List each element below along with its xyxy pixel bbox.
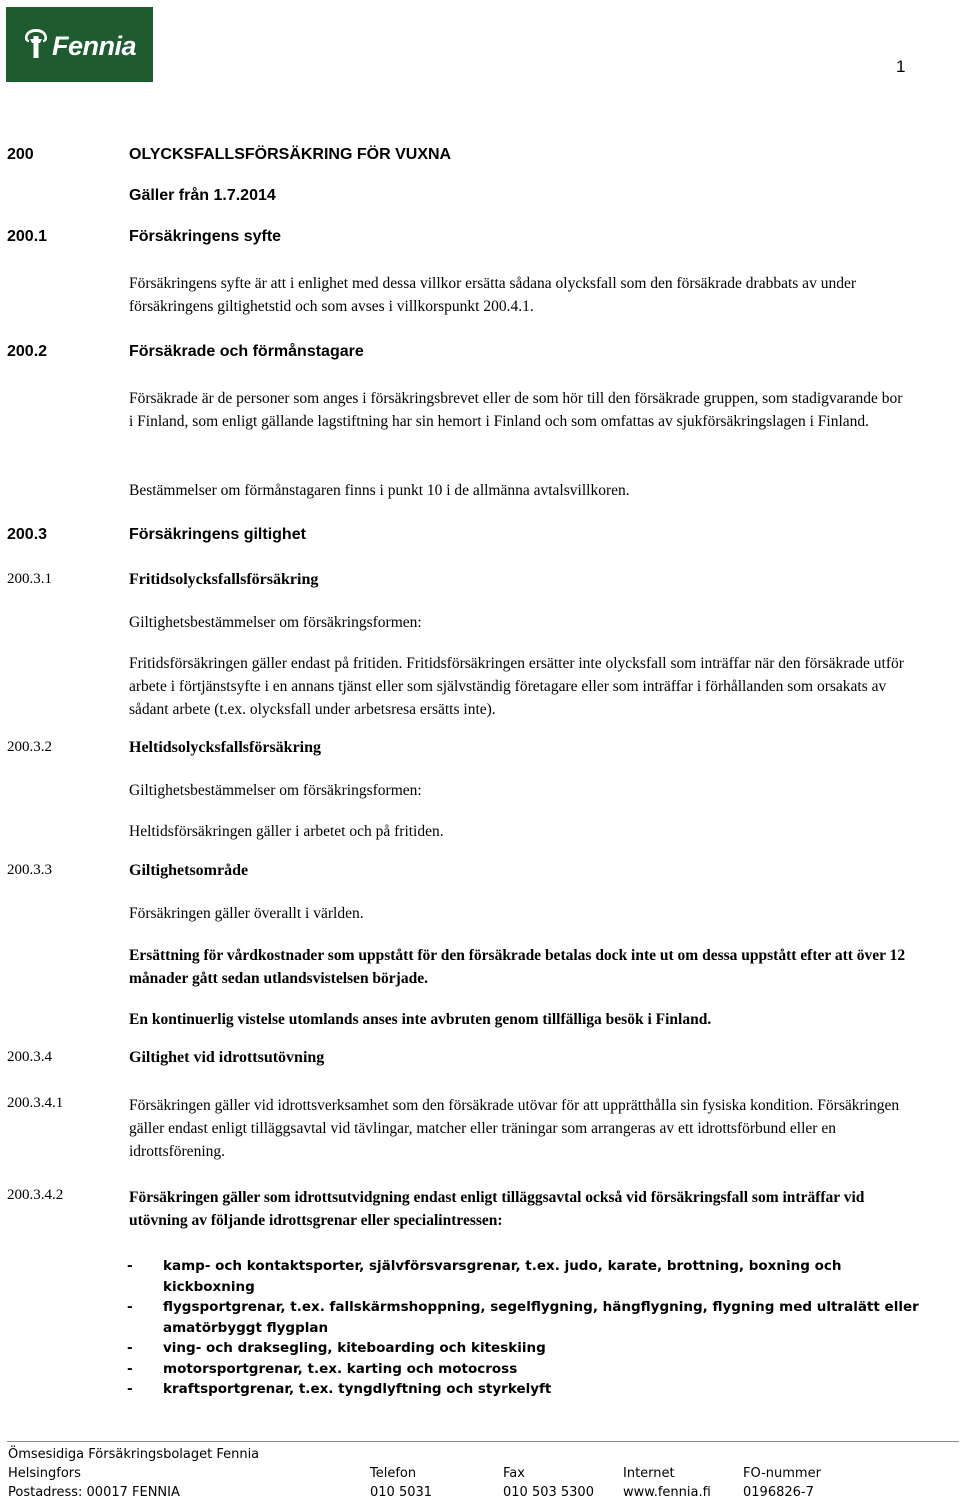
- paragraph: Bestämmelser om förmånstagaren finns i punkt 10 i de allmänna avtalsvillkoren.: [129, 482, 630, 499]
- section-heading: Försäkringens syfte: [129, 228, 282, 245]
- list-item: - ving- och draksegling, kiteboarding och kiteskiing: [127, 1340, 546, 1356]
- subsection-number: 200.3.4.2: [7, 1187, 64, 1203]
- section-heading: Försäkrade och förmånstagare: [129, 343, 364, 360]
- list-item: - motorsportgrenar, t.ex. karting och motocross: [127, 1360, 518, 1377]
- paragraph: Försäkringen gäller vid idrottsverksamhet som den försäkrade utövar för att upprätthålla sin fysiska kondition. Försäkringen gäller endast enligt tilläggsavtal vid tävlingar, matcher eller träningar som arrangeras av ett idrottsförbund eller en idrottsförening.: [129, 1097, 900, 1160]
- section-number: 200.3: [7, 526, 48, 543]
- footer-fax-label: Fax: [503, 1466, 525, 1481]
- paragraph-bold: En kontinuerlig vistelse utomlands anses inte avbruten genom tillfälliga besök i Finland.: [129, 1011, 712, 1028]
- list-item: - kraftsportgrenar, t.ex. tyngdlyftning och styrkelyft: [127, 1381, 552, 1397]
- fennia-logo-icon: [24, 27, 48, 61]
- subsection-number: 200.3.1: [7, 571, 52, 587]
- section-number: 200.2: [7, 343, 48, 360]
- section-heading: Försäkringens giltighet: [129, 526, 306, 543]
- valid-from: Gäller från 1.7.2014: [129, 187, 276, 204]
- page-number: 1: [896, 57, 906, 76]
- footer-website-link[interactable]: www.fennia.fi: [623, 1485, 711, 1500]
- paragraph: Försäkringens syfte är att i enlighet med dessa villkor ersätta sådana olycksfall som den försäkrade drabbats av under försäkringens giltighetstid och som avses i villkorspunkt 200.4.1.: [129, 275, 856, 315]
- footer-phone-label: Telefon: [370, 1466, 417, 1481]
- paragraph-bold: Försäkringen gäller som idrottsutvidgning endast enligt tilläggsavtal också vid försäkringsfall som inträffar vid utövning av följande idrottsgrenar eller specialintressen:: [129, 1189, 865, 1229]
- document-title: OLYCKSFALLSFÖRSÄKRING FÖR VUXNA: [129, 146, 452, 163]
- subsection-number: 200.3.4.1: [7, 1095, 64, 1111]
- footer-fo-label: FO-nummer: [743, 1466, 821, 1481]
- logo-text: Fennia: [52, 31, 137, 61]
- paragraph: Försäkringen gäller överallt i världen.: [129, 905, 364, 922]
- footer-divider: [7, 1441, 959, 1442]
- section-number: 200: [7, 146, 34, 163]
- subsection-heading: Heltidsolycksfallsförsäkring: [129, 739, 322, 756]
- paragraph: Giltighetsbestämmelser om försäkringsformen:: [129, 614, 422, 631]
- subsection-heading: Giltighetsområde: [129, 862, 249, 879]
- footer-city: Helsingfors: [8, 1466, 81, 1481]
- footer-internet-label: Internet: [623, 1466, 675, 1481]
- footer-fo-number: 0196826-7: [743, 1485, 814, 1500]
- paragraph-bold: Ersättning för vårdkostnader som uppstått för den försäkrade betalas dock inte ut om dessa uppstått efter att över 12 månader gått sedan utlandsvistelsen började.: [129, 947, 906, 987]
- paragraph: Fritidsförsäkringen gäller endast på fritiden. Fritidsförsäkringen ersätter inte olycksfall som inträffar när den försäkrade utför arbete i förtjänstsyfte i en annans tjänst eller som självständig företagare eller som inträffar i förhållanden som orsakats av sådant arbete (t.ex. olycksfall under arbetsresa ersätts inte).: [129, 655, 904, 718]
- footer-phone: 010 5031: [370, 1485, 433, 1500]
- list-item: - flygsportgrenar, t.ex. fallskärmshoppning, segelflygning, hängflygning, flygning med ultralätt eller amatörbyggt flygplan: [127, 1299, 919, 1336]
- paragraph: Giltighetsbestämmelser om försäkringsformen:: [129, 782, 422, 799]
- fennia-logo: [6, 7, 153, 82]
- sports-list: [127, 1256, 927, 1400]
- paragraph: Försäkrade är de personer som anges i försäkringsbrevet eller de som hör till den försäkrade gruppen, som stadigvarande bor i Finland, som enligt gällande lagstiftning har sin hemort i Finland och som omfattas av sjukförsäkringslagen i Finland.: [129, 390, 903, 430]
- subsection-heading: Fritidsolycksfallsförsäkring: [129, 571, 319, 588]
- subsection-heading: Giltighet vid idrottsutövning: [129, 1049, 325, 1066]
- footer-company: Ömsesidiga Försäkringsbolaget Fennia: [8, 1447, 260, 1462]
- subsection-number: 200.3.3: [7, 862, 52, 878]
- list-item: - kamp- och kontaktsporter, självförsvarsgrenar, t.ex. judo, karate, brottning, boxning och kickboxning: [127, 1258, 842, 1295]
- subsection-number: 200.3.2: [7, 739, 52, 755]
- section-number: 200.1: [7, 228, 48, 245]
- paragraph: Heltidsförsäkringen gäller i arbetet och på fritiden.: [129, 823, 444, 840]
- footer-address: Postadress: 00017 FENNIA: [8, 1485, 180, 1500]
- footer-fax: 010 503 5300: [503, 1485, 594, 1500]
- subsection-number: 200.3.4: [7, 1049, 52, 1065]
